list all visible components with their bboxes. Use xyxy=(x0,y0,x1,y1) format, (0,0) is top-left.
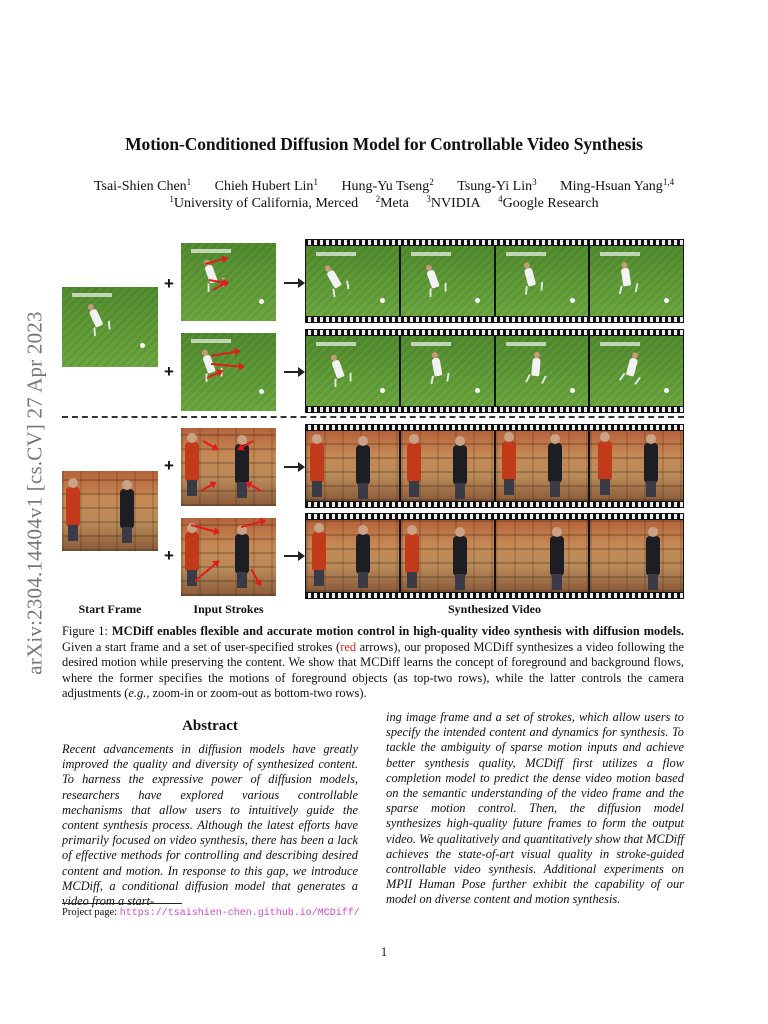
abstract-text-left: Recent advancements in diffusion models have greatly improved the quality and diversity of synthesized content. To harness the expressive power of diffusion models, researchers have explored various controllable mechanisms that allow users to intuitively guide the content synthesis process. Although the latest efforts have primarily focused on video synthesis, there has been a lack of effective methods for controlling and describing desired content and motion. In response to this gap, we introduce MCDiff, a conditional diffusion model that generates a video from a start- xyxy=(62,742,358,909)
author: Tsai-Shien Chen$^1$ xyxy=(93,177,192,194)
author-list xyxy=(0,179,768,195)
right-arrow-icon xyxy=(284,282,300,284)
plus-sign: + xyxy=(164,362,174,381)
caption-body: , zoom-in or zoom-out as bottom-two rows). xyxy=(146,686,367,700)
author: Chieh Hubert Lin$^1$ xyxy=(214,177,318,194)
right-arrow-icon xyxy=(284,555,300,557)
affiliation: $^2$Meta xyxy=(375,194,409,211)
arxiv-identifier: arXiv:2304.14404v1 [cs.CV] 27 Apr 2023 xyxy=(22,311,47,675)
caption-body: Given a start frame and a set of user-specified strokes ( xyxy=(62,639,341,654)
affiliation-list xyxy=(0,196,768,212)
footnote-rule xyxy=(62,903,182,904)
affiliation: $^3$NVIDIA xyxy=(426,194,481,211)
plus-sign: + xyxy=(164,546,174,565)
start-frame-soccer xyxy=(62,287,158,367)
arxiv-sidebar xyxy=(20,263,50,723)
caption-lead: MCDiff enables flexible and accurate motion control in high-quality video synthesis with diffusion models. xyxy=(111,624,684,638)
synthesized-video-strip xyxy=(305,513,684,599)
paper-title: Motion-Conditioned Diffusion Model for Controllable Video Synthesis xyxy=(125,134,643,154)
affiliation: $^4$Google Research xyxy=(498,194,599,211)
project-page-link[interactable]: https://tsaishien-chen.github.io/MCDiff/ xyxy=(119,908,360,919)
plus-sign: + xyxy=(164,274,174,293)
caption-eg: e.g. xyxy=(128,686,147,700)
caption-body: arrows), our proposed MCDiff synthesizes a video following the desired motion while preserving the content. We show that MCDiff learns the concept of foreground and background flows, where the former specifies the motions of foreground objects (as top-two rows), while the latter controls the camera adjustments ( xyxy=(62,639,684,700)
plus-sign: + xyxy=(164,456,174,475)
synthesized-video-strip xyxy=(305,329,684,413)
figure-caption xyxy=(62,624,684,702)
author: Ming-Hsuan Yang$^{1,4}$ xyxy=(560,177,675,194)
footnote-label: Project page: xyxy=(62,907,118,918)
input-strokes-warehouse-1 xyxy=(181,428,276,506)
author: Hung-Yu Tseng$^2$ xyxy=(341,177,434,194)
start-frame-warehouse xyxy=(62,471,158,551)
right-arrow-icon xyxy=(284,371,300,373)
label-synthesized-video: Synthesized Video xyxy=(447,602,541,616)
caption-red-word: red xyxy=(340,639,357,654)
page-number: 1 xyxy=(380,945,388,959)
input-strokes-soccer-1 xyxy=(181,243,276,321)
input-strokes-soccer-2 xyxy=(181,333,276,411)
right-arrow-icon xyxy=(284,466,300,468)
abstract-text-right: ing image frame and a set of strokes, which allow users to specify the intended content and dynamics for synthesis. To tackle the ambiguity of sparse motion inputs and achieve better synthesis quality, MCDiff first utilizes a flow completion model to predict the dense video motion based on the semantic understanding of the video frame and the sparse motion control. Then, the diffusion model synthesizes high-quality future frames to form the output video. We qualitatively and quantitatively show that MCDiff achieves the state-of-art visual quality in stroke-guided controllable video synthesis. Additional experiments on MPII Human Pose further exhibit the capability of our model on diverse content and motion synthesis. xyxy=(386,710,684,907)
caption-prefix: Figure 1: xyxy=(62,624,108,638)
figure-divider xyxy=(62,416,684,418)
input-strokes-warehouse-2 xyxy=(181,518,276,596)
synthesized-video-strip xyxy=(305,424,684,508)
synthesized-video-strip xyxy=(305,239,684,323)
author: Tsung-Yi Lin$^3$ xyxy=(457,177,537,194)
label-start-frame: Start Frame xyxy=(78,602,142,616)
label-input-strokes: Input Strokes xyxy=(193,602,264,616)
abstract-heading: Abstract xyxy=(182,718,238,734)
footnote xyxy=(62,907,360,919)
affiliation: $^1$University of California, Merced xyxy=(169,194,359,211)
